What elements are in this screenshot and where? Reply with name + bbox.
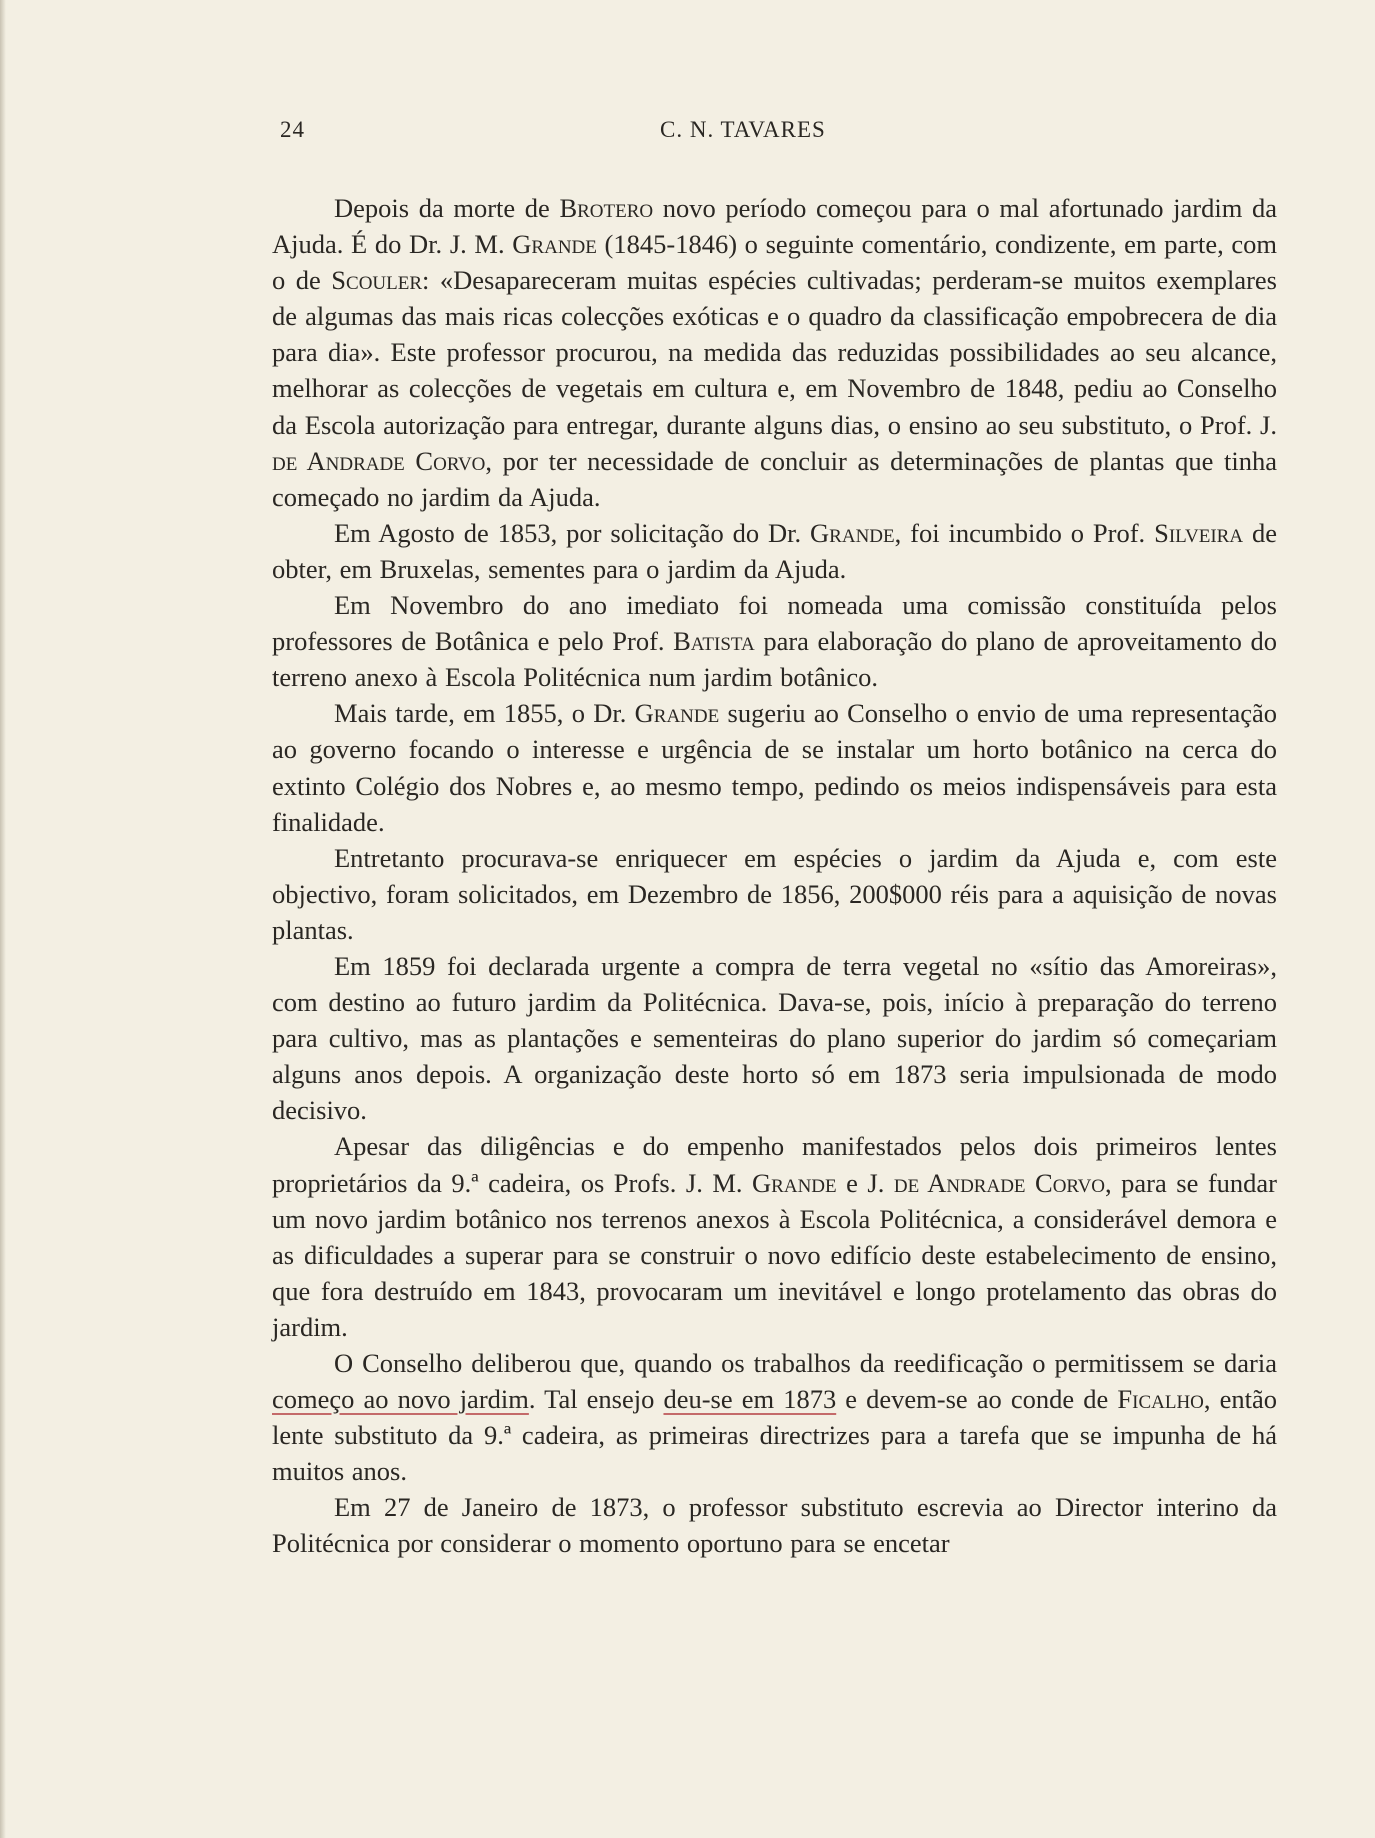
paragraph-4: Mais tarde, em 1855, o Dr. Grande sugeriu ao Conselho o envio de uma representação ao governo focando o interesse e urgência de se instalar um horto botânico na cerca do extinto Colégio dos Nobres e, ao mesmo tempo, pedindo os meios indispensáveis para esta finalidade. [272,698,1278,837]
paragraph-2: Em Agosto de 1853, por solicitação do Dr. Grande, foi incumbido o Prof. Silveira de obter, em Bruxelas, sementes para o jardim da Ajuda. [272,517,1277,584]
underlined-phrase: começo ao novo jardim [272,1384,529,1415]
page-header [280,117,876,151]
paragraph-7: Apesar das diligências e do empenho manifestados pelos dois primeiros lentes proprietários da 9.ª cadeira, os Profs. J. M. Grande e J. de Andrade Corvo, para se fundar um novo jardim botânico nos terrenos anexos à Escola Politécnica, a considerável demora e as dificuldades a superar para se construir o novo edifício deste estabelecimento de ensino, que fora destruído em 1843, provocaram um inevitável e longo protelamento das obras do jardim. [272,1131,1277,1342]
name-batista: Batista [673,626,755,657]
underlined-phrase: deu-se em 1873 [663,1384,837,1415]
paragraph-5: Entretanto procurava-se enriquecer em espécies o jardim da Ajuda e, com este objectivo, foram solicitados, em Dezembro de 1856, 200$000 réis para a aquisição de novas plantas. [272,842,1277,945]
paragraph-6: Em 1859 foi declarada urgente a compra de terra vegetal no «sítio das Amoreiras», com destino ao futuro jardim da Politécnica. Dava-se, pois, início à preparação do terreno para cultivo, mas as plantações e sementeiras do plano superior do jardim só começariam alguns anos depois. A organização deste horto só em 1873 seria impulsionada de modo decisivo. [272,950,1277,1126]
name-grande: Grande [634,698,720,729]
paragraph-3: Em Novembro do ano imediato foi nomeada uma comissão constituída pelos professores de Botânica e pelo Prof. Batista para elaboração do plano de aproveitamento do terreno anexo à Escola Politécnica num jardim botânico. [272,590,1277,693]
running-head: C. N. TAVARES [660,117,826,142]
paragraph-1: Depois da morte de Brotero novo período começou para o mal afortunado jardim da Ajuda. É do Dr. J. M. Grande (1845-1846) o seguinte comentário, condizente, em parte, com o de Scouler: «Desapareceram muitas espécies cultivadas; perderam-se muitos exemplares de algumas das mais ricas colecções exóticas e o quadro da classificação empobrecera de dia para dia». Este professor procurou, na medida das reduzidas possibilidades ao seu alcance, melhorar as colecções de vegetais em cultura e, em Novembro de 1848, pediu ao Conselho da Escola autorização para entregar, durante alguns dias, o ensino ao seu substituto, o Prof. J. de Andrade Corvo, por ter necessidade de concluir as determinações de plantas que tinha começado no jardim da Ajuda. [272,193,1278,512]
name-grande: Grande [512,229,597,260]
paragraph-8: O Conselho deliberou que, quando os trabalhos da reedificação o permitissem se daria começo ao novo jardim. Tal ensejo deu-se em 1873 e devem-se ao conde de Ficalho, então lente substituto da 9.ª cadeira, as primeiras directrizes para a tarefa que se impunha de há muitos anos. [272,1348,1277,1487]
paragraph-9: Em 27 de Janeiro de 1873, o professor substituto escrevia ao Director interino da Politécnica por considerar o momento oportuno para se encetar [272,1492,1277,1559]
name-brotero: Brotero [559,193,654,223]
name-grande: Grande [752,1167,837,1198]
name-ficalho: Ficalho [1117,1384,1204,1415]
page-edge [0,0,6,1838]
name-scouler: Scouler [331,265,423,296]
name-silveira: Silveira [1154,517,1244,548]
body-text [272,190,1277,1562]
name-grande: Grande [810,517,895,548]
name-andrade-corvo: de Andrade Corvo [893,1167,1106,1198]
name-andrade-corvo: de Andrade Corvo [272,445,486,476]
page-number: 24 [280,117,305,142]
